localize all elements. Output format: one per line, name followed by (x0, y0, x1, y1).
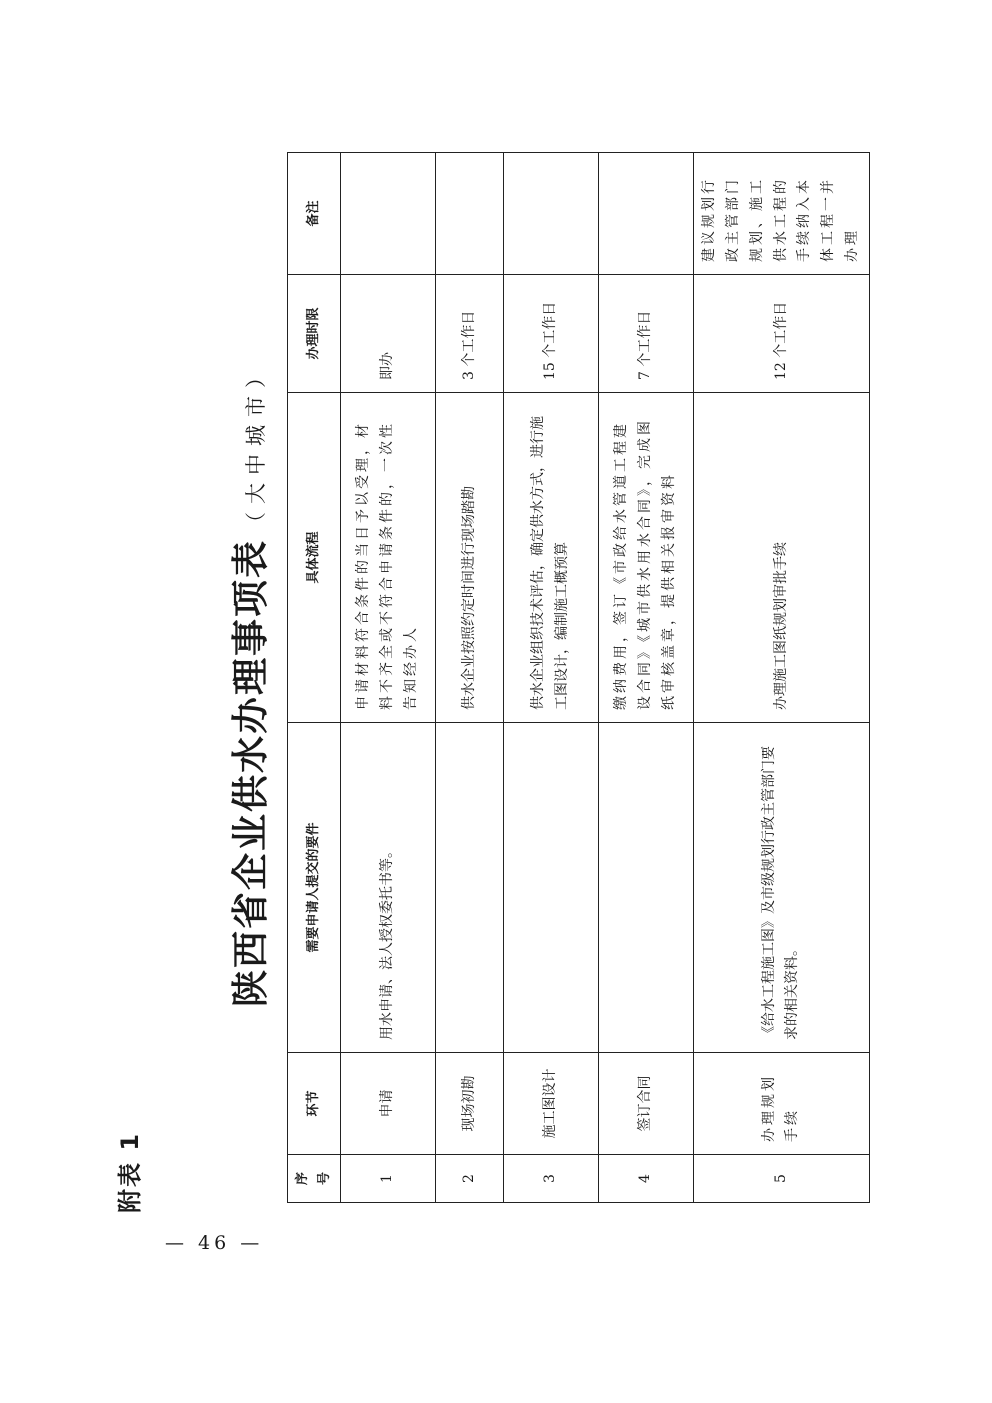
title-main: 陕西省企业供水办理事项表 (228, 539, 272, 1007)
cell-documents (504, 723, 599, 1053)
header-no: 序号 (288, 1155, 341, 1203)
cell-process: 供水企业按照约定时间进行现场踏勘 (436, 393, 504, 723)
cell-stage: 办理规划手续 (694, 1053, 870, 1155)
cell-documents: 《给水工程施工图》及市级规划行政主管部门要求的相关资料。 (694, 723, 870, 1053)
cell-time-limit: 7 个工作日 (599, 275, 694, 393)
cell-stage: 现场初勘 (436, 1053, 504, 1155)
cell-documents: 用水申请、法人授权委托书等。 (341, 723, 436, 1053)
cell-process: 申请材料符合条件的当日予以受理，材料不齐全或不符合申请条件的，一次性告知经办人 (341, 393, 436, 723)
cell-time-limit: 即办 (341, 275, 436, 393)
header-stage: 环节 (288, 1053, 341, 1155)
page-number: — 46 — (165, 1232, 264, 1254)
cell-no: 2 (436, 1155, 504, 1203)
annex-label: 附表 1 (116, 1131, 144, 1213)
table-header-row (288, 153, 341, 1203)
matters-table (287, 152, 870, 1203)
table-row (341, 153, 436, 1203)
page-title (220, 153, 274, 1213)
cell-no: 5 (694, 1155, 870, 1203)
cell-remark (436, 153, 504, 275)
cell-documents (599, 723, 694, 1053)
cell-stage: 施工图设计 (504, 1053, 599, 1155)
table-row (436, 153, 504, 1203)
cell-process: 供水企业组织技术评估，确定供水方式，进行施工图设计，编制施工概预算 (504, 393, 599, 723)
cell-process: 办理施工图纸规划审批手续 (694, 393, 870, 723)
cell-remark (504, 153, 599, 275)
rotated-content (110, 153, 880, 1213)
cell-remark: 建议规划行政主管部门规划、施工供水工程的手续纳入本体工程一并办理 (694, 153, 870, 275)
cell-stage: 申请 (341, 1053, 436, 1155)
cell-stage: 签订合同 (599, 1053, 694, 1155)
header-remark: 备注 (288, 153, 341, 275)
cell-documents (436, 723, 504, 1053)
table-row (504, 153, 599, 1203)
cell-no: 1 (341, 1155, 436, 1203)
header-process: 具体流程 (288, 393, 341, 723)
cell-remark (341, 153, 436, 275)
cell-time-limit: 3 个工作日 (436, 275, 504, 393)
header-time-limit: 办理时限 (288, 275, 341, 393)
cell-no: 3 (504, 1155, 599, 1203)
cell-remark (599, 153, 694, 275)
cell-no: 4 (599, 1155, 694, 1203)
cell-time-limit: 15 个工作日 (504, 275, 599, 393)
cell-time-limit: 12 个工作日 (694, 275, 870, 393)
table-row (599, 153, 694, 1203)
table-row (694, 153, 870, 1203)
header-documents: 需要申请人提交的要件 (288, 723, 341, 1053)
title-subtitle: （大中城市） (244, 359, 268, 533)
cell-process: 缴纳费用，签订《市政给水管道工程建设合同》《城市供水用水合同》，完成图纸审核盖章，提供相关报审资料 (599, 393, 694, 723)
